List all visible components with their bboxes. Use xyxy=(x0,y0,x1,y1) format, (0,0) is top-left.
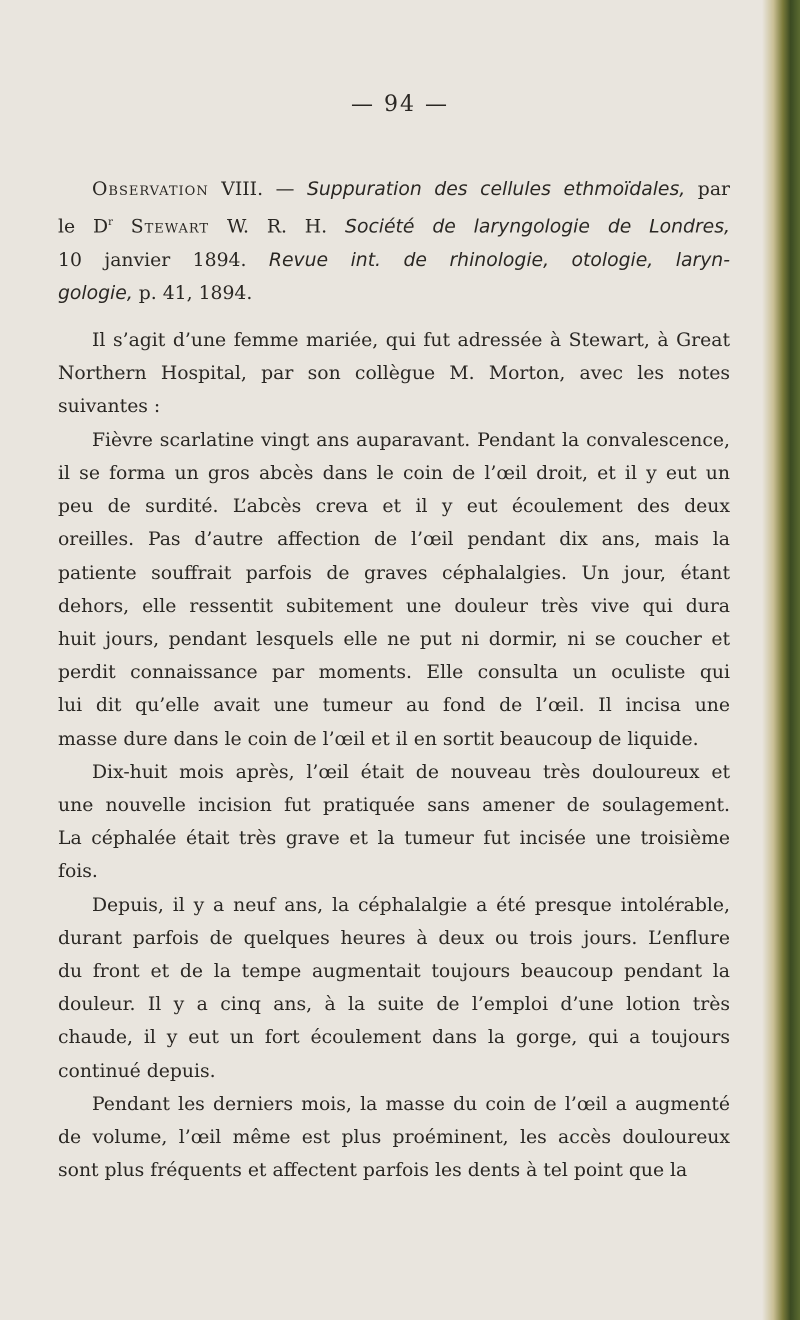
text-line: Depuis, il y a neuf ans, la céphalalgie a été presque intolérable, xyxy=(92,894,730,916)
text-line: fois. xyxy=(58,861,98,883)
text-line: de volume, l’œil même est plus proéminent, les accès douloureux xyxy=(58,1126,730,1148)
text-line: peu de surdité. L’abcès creva et il y eut écoulement des deux xyxy=(58,496,730,518)
text-line: suivantes : xyxy=(58,396,161,418)
journal-name: Revue int. de rhinologie, otologie, laryn- xyxy=(268,249,730,271)
text-line: masse dure dans le coin de l’œil et il en sortit beaucoup de liquide. xyxy=(58,728,699,750)
text-line: durant parfois de quelques heures à deux ou trois jours. L’enflure xyxy=(58,927,730,949)
spacer xyxy=(58,310,730,324)
paragraphs xyxy=(58,324,730,1187)
text-line: Dix-huit mois après, l’œil était de nouveau très douloureux et xyxy=(92,761,730,783)
text-line: La céphalée était très grave et la tumeur fut incisée une troisième xyxy=(58,828,730,850)
heading-sup: r xyxy=(108,217,113,229)
observation-heading-line-3 xyxy=(58,244,730,277)
observation-heading-line-2 xyxy=(58,206,730,243)
heading-text: par xyxy=(685,179,730,200)
text-line: du front et de la tempe augmentait toujours beaucoup pendant la xyxy=(58,960,730,982)
heading-text: le D xyxy=(58,216,109,238)
observation-number: VIII. — xyxy=(208,179,307,200)
text-line: oreilles. Pas d’autre affection de l’œil pendant dix ans, mais la xyxy=(58,529,730,551)
society-name: Société de laryngologie de Londres, xyxy=(345,216,730,238)
page-number: — 94 — xyxy=(351,92,449,117)
page-edge xyxy=(762,0,800,1320)
heading-text xyxy=(113,216,131,237)
heading-text: 10 janvier 1894. xyxy=(58,249,269,271)
author-name: Stewart xyxy=(130,216,210,238)
text-line: Il s’agit d’une femme mariée, qui fut adressée à Stewart, à Great xyxy=(92,330,730,352)
text-line: huit jours, pendant lesquels elle ne put ni dormir, ni se coucher et xyxy=(58,628,730,650)
text-line: une nouvelle incision fut pratiquée sans amener de soulagement. xyxy=(58,794,730,816)
observation-heading-line-1 xyxy=(58,173,730,206)
text-line: Fièvre scarlatine vingt ans auparavant. Pendant la convalescence, xyxy=(92,429,730,451)
body-text xyxy=(58,173,730,1187)
heading-text: p. 41, 1894. xyxy=(132,282,253,304)
text-line: patiente souffrait parfois de graves céphalalgies. Un jour, étant xyxy=(58,562,730,584)
observation-heading-line-4 xyxy=(58,277,730,310)
heading-text: W. R. H. xyxy=(209,216,346,238)
text-line: sont plus fréquents et affectent parfois les dents à tel point que la xyxy=(58,1160,688,1182)
journal-name: gologie, xyxy=(58,282,133,304)
text-line: chaude, il y eut un fort écoulement dans la gorge, qui a toujours xyxy=(58,1027,730,1049)
observation-label: Observation xyxy=(92,179,209,200)
text-line: perdit connaissance par moments. Elle consulta un oculiste qui xyxy=(58,662,730,684)
text-line: il se forma un gros abcès dans le coin de l’œil droit, et il y eut un xyxy=(58,462,730,484)
text-line: douleur. Il y a cinq ans, à la suite de l’emploi d’une lotion très xyxy=(58,994,730,1016)
observation-title: Suppuration des cellules ethmoïdales, xyxy=(306,179,686,200)
text-line: continué depuis. xyxy=(58,1060,216,1082)
text-line: lui dit qu’elle avait une tumeur au fond de l’œil. Il incisa une xyxy=(58,695,730,717)
text-line: Pendant les derniers mois, la masse du coin de l’œil a augmenté xyxy=(92,1093,730,1115)
text-line: dehors, elle ressentit subitement une douleur très vive qui dura xyxy=(58,595,730,617)
text-line: Northern Hospital, par son collègue M. Morton, avec les notes xyxy=(58,363,730,385)
